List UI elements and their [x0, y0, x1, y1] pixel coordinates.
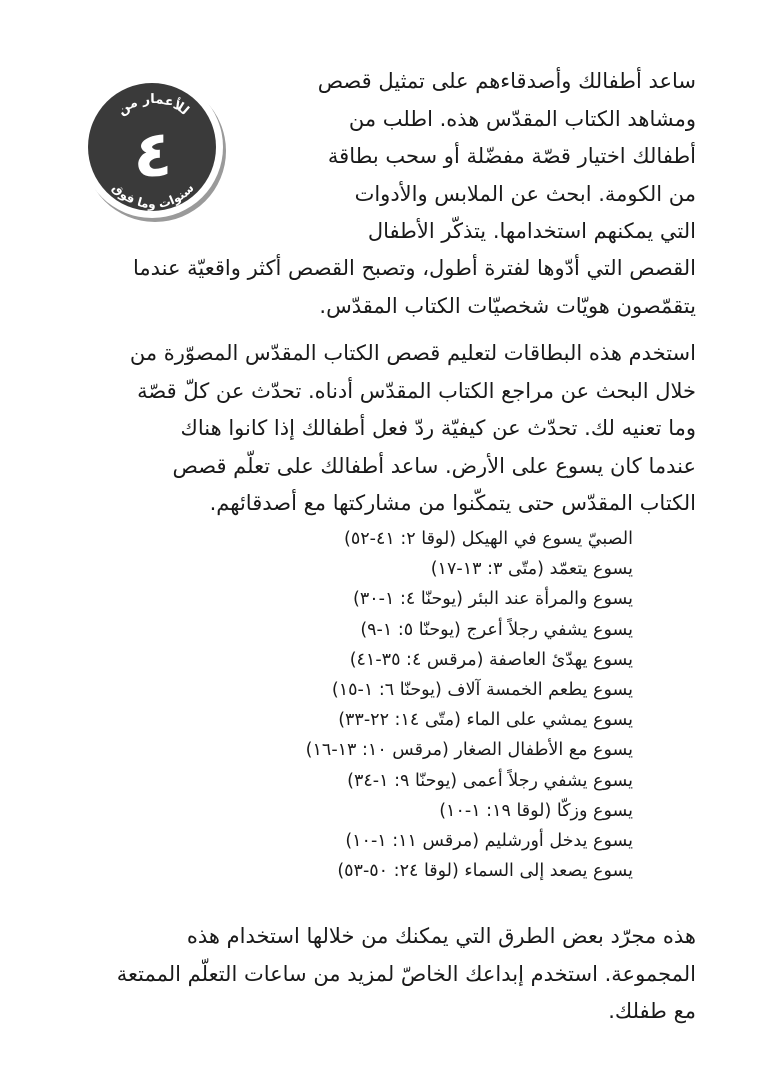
- intro-paragraph-continued: [66, 250, 696, 325]
- intro-line: القصص التي أدّوها لفترة أطول، وتصبح القصص أكثر واقعيّة عندما: [132, 256, 696, 280]
- story-item: يسوع يدخل أورشليم (مرقس ١١: ١-١٠): [345, 830, 633, 851]
- intro-line: أطفالك اختيار قصّة مفضّلة أو سحب بطاقة: [327, 144, 696, 168]
- badge-number: ٤: [133, 118, 173, 192]
- intro-paragraph-beside-badge: [252, 63, 696, 251]
- closing-line: هذه مجرّد بعض الطرق التي يمكنك من خلالها استخدام هذه: [186, 924, 696, 948]
- closing-line: مع طفلك.: [608, 999, 696, 1023]
- badge-bottom-text: سنوات وما فوق: [109, 180, 197, 212]
- story-item: يسوع يصعد إلى السماء (لوقا ٢٤: ٥٠-٥٣): [337, 861, 633, 882]
- age-badge-icon: [78, 73, 228, 223]
- instructions-line: الكتاب المقدّس حتى يتمكّنوا من مشاركتها مع أصدقائهم.: [209, 491, 696, 515]
- intro-line: يتقمّصون هويّات شخصيّات الكتاب المقدّس.: [319, 293, 696, 318]
- intro-line: ومشاهد الكتاب المقدّس هذه. اطلب من: [348, 106, 696, 131]
- instructions-line: عندما كان يسوع على الأرض. ساعد أطفالك على تعلّم قصص: [172, 453, 696, 478]
- story-item: يسوع والمرأة عند البئر (يوحنّا ٤: ١-٣٠): [353, 589, 633, 610]
- story-item: يسوع يمشي على الماء (متّى ١٤: ٢٢-٣٣): [338, 710, 633, 731]
- instructions-line: وما تعنيه لك. تحدّث عن كيفيّة ردّ فعل أطفالك إذا كانوا هناك: [180, 416, 696, 440]
- intro-line: التي يمكنهم استخدامها. يتذكّر الأطفال: [367, 219, 696, 243]
- instructions-line: استخدم هذه البطاقات لتعليم قصص الكتاب المقدّس المصوّرة من: [129, 341, 696, 365]
- badge-top-text: للأعمار من: [114, 91, 192, 119]
- story-item: الصبيّ يسوع في الهيكل (لوقا ٢: ٤١-٥٢): [344, 529, 633, 549]
- intro-line: من الكومة. ابحث عن الملابس والأدوات: [354, 181, 696, 206]
- story-item: يسوع يهدّئ العاصفة (مرقس ٤: ٣٥-٤١): [349, 649, 633, 670]
- story-item: يسوع يتعمّد (متّى ٣: ١٣-١٧): [430, 559, 633, 580]
- story-item: يسوع يشفي رجلاً أعمى (يوحنّا ٩: ١-٣٤): [347, 770, 633, 791]
- instructions-paragraph: [66, 335, 696, 523]
- bible-story-list: [260, 524, 633, 886]
- instructions-line: خلال البحث عن مراجع الكتاب المقدّس أدناه. تحدّث عن كلّ قصّة: [137, 378, 696, 403]
- intro-line: ساعد أطفالك وأصدقاءهم على تمثيل قصص: [317, 69, 696, 93]
- closing-paragraph: [66, 918, 696, 1031]
- story-item: يسوع يشفي رجلاً أعرج (يوحنّا ٥: ١-٩): [360, 619, 633, 640]
- closing-line: المجموعة. استخدم إبداعك الخاصّ لمزيد من ساعات التعلّم الممتعة: [116, 961, 696, 986]
- story-item: يسوع وزكّا (لوقا ١٩: ١-١٠): [439, 800, 633, 821]
- story-item: يسوع يطعم الخمسة آلاف (يوحنّا ٦: ١-١٥): [331, 679, 633, 700]
- story-item: يسوع مع الأطفال الصغار (مرقس ١٠: ١٣-١٦): [305, 740, 633, 761]
